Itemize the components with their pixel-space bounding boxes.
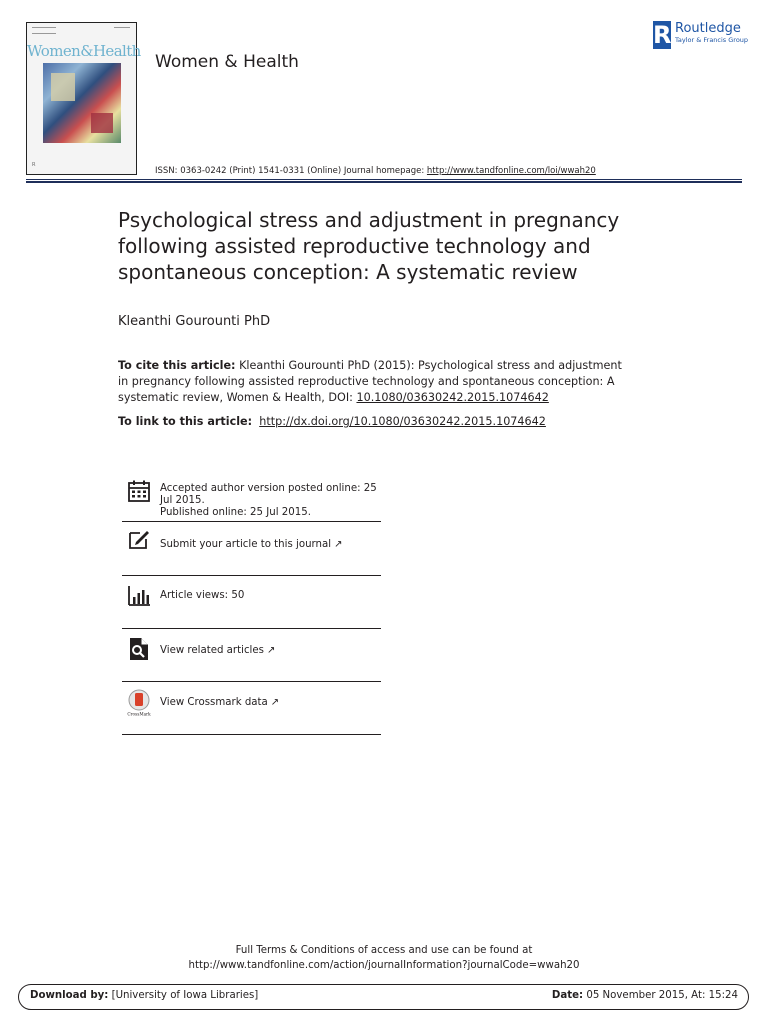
citation-block bbox=[118, 358, 628, 406]
article-title: Psychological stress and adjustment in pregnancy following assisted reproductive technology and spontaneous conception: A systematic review bbox=[118, 208, 620, 284]
journal-homepage-link[interactable]: http://www.tandfonline.com/loi/wwah20 bbox=[426, 166, 596, 176]
issn-text: ISSN: 0363-0242 (Print) 1541-0331 (Online) Journal homepage: bbox=[155, 166, 427, 176]
cover-artwork bbox=[43, 63, 121, 143]
header-rule-thick bbox=[26, 181, 742, 183]
bar-chart-icon bbox=[127, 584, 151, 608]
crossmark-icon bbox=[127, 689, 151, 717]
header-rule-thin bbox=[26, 179, 742, 180]
date-label: Date: bbox=[551, 990, 584, 1001]
routledge-r-icon: R bbox=[653, 21, 672, 49]
citation-text: Kleanthi Gourounti PhD (2015): Psychological stress and adjustment in pregnancy following assisted reproductive technology and spontaneous conception: A systematic review, Women & Health, DOI: bbox=[118, 359, 622, 404]
info-item-submit[interactable] bbox=[122, 522, 381, 576]
terms-url[interactable]: http://www.tandfonline.com/action/journalInformation?journalCode=wwah20 bbox=[188, 960, 580, 971]
cover-issn-line bbox=[114, 27, 130, 31]
terms-notice bbox=[0, 943, 768, 973]
external-link-icon: ↗ bbox=[334, 539, 343, 550]
publisher-name: Routledge bbox=[675, 21, 741, 36]
cover-title: Women&Health bbox=[27, 42, 141, 60]
cover-publisher-mark: R bbox=[32, 162, 36, 168]
issn-line bbox=[155, 166, 596, 176]
journal-cover-image bbox=[26, 22, 141, 175]
terms-line-1: Full Terms & Conditions of access and use can be found at bbox=[235, 945, 533, 956]
cover-issue-line bbox=[32, 27, 56, 34]
related-articles-icon bbox=[127, 637, 151, 661]
publisher-subtitle: Taylor & Francis Group bbox=[675, 36, 749, 44]
external-link-icon: ↗ bbox=[270, 697, 280, 708]
related-articles-link[interactable]: View related articles bbox=[160, 645, 264, 656]
download-date bbox=[552, 990, 738, 1001]
article-views-text: Article views: 50 bbox=[160, 590, 245, 601]
calendar-icon bbox=[127, 479, 151, 503]
article-link-block bbox=[118, 414, 638, 430]
published-date-text: Published online: 25 Jul 2015. bbox=[160, 507, 311, 518]
download-info-bar bbox=[18, 984, 749, 1010]
info-item-related[interactable] bbox=[122, 629, 381, 682]
crossmark-link[interactable]: View Crossmark data bbox=[160, 697, 268, 708]
accepted-date-text: Accepted author version posted online: 25 Jul 2015. bbox=[160, 483, 377, 506]
publisher-logo bbox=[653, 21, 748, 49]
external-link-icon: ↗ bbox=[266, 645, 276, 656]
article-info-list bbox=[122, 475, 381, 735]
download-by bbox=[30, 990, 258, 1001]
download-label: Download by: bbox=[30, 990, 109, 1001]
crossmark-logo-text: CrossMark bbox=[127, 711, 151, 717]
edit-icon bbox=[127, 527, 151, 551]
submit-article-link[interactable]: Submit your article to this journal bbox=[160, 539, 332, 550]
info-item-crossmark[interactable] bbox=[122, 682, 381, 735]
info-item-views bbox=[122, 576, 381, 629]
doi-link[interactable]: 10.1080/03630242.2015.1074642 bbox=[356, 391, 549, 404]
article-link-label: To link to this article: bbox=[118, 415, 253, 428]
citation-label: To cite this article: bbox=[118, 359, 236, 372]
download-institution: [University of Iowa Libraries] bbox=[111, 990, 259, 1001]
article-author: Kleanthi Gourounti PhD bbox=[118, 314, 271, 329]
date-value: 05 November 2015, At: 15:24 bbox=[586, 990, 738, 1001]
info-item-dates bbox=[122, 475, 381, 522]
journal-title: Women & Health bbox=[155, 52, 299, 72]
article-doi-url-link[interactable]: http://dx.doi.org/10.1080/03630242.2015.1074642 bbox=[259, 415, 546, 428]
